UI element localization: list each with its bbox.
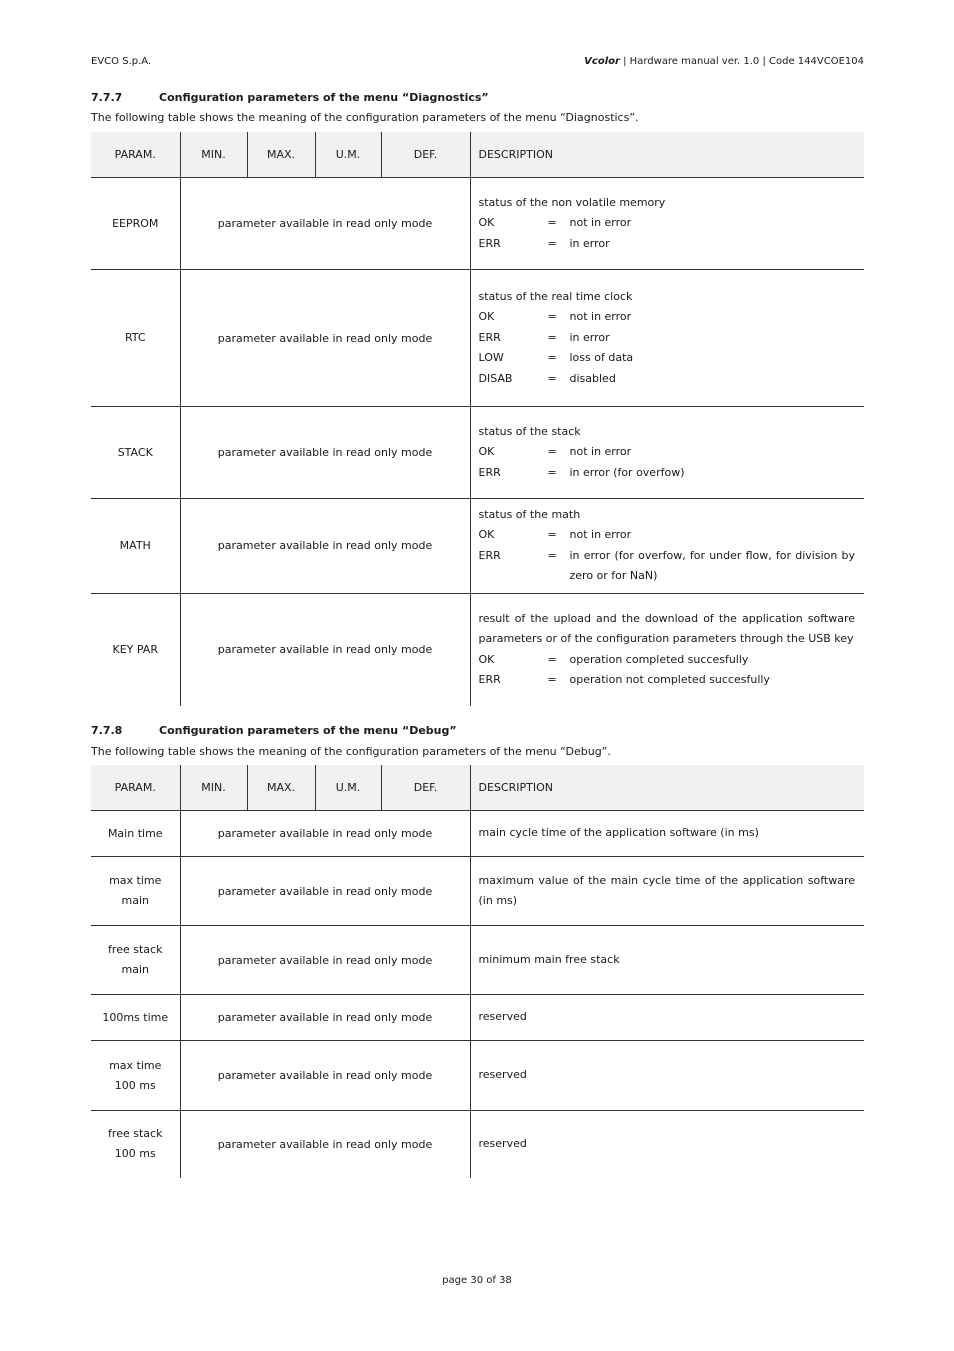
section-title-diagnostics [91, 91, 489, 104]
option-line: ERR = in error [478, 236, 610, 250]
col-param: PARAM. [91, 765, 180, 811]
section-intro-diagnostics: The following table shows the meaning of the configuration parameters of the menu “Diagnostics”. [91, 111, 639, 124]
read-only-note: parameter available in read only mode [180, 270, 470, 407]
param-description [470, 593, 864, 706]
param-name: 100ms time [91, 995, 180, 1041]
param-name: free stack main [91, 926, 180, 995]
manual-info [584, 56, 864, 67]
read-only-note: parameter available in read only mode [180, 995, 470, 1041]
option-line: OK = not in error [478, 528, 632, 542]
table-row [91, 811, 864, 857]
option-line: OK = not in error [478, 445, 632, 459]
col-max: MAX. [247, 132, 315, 178]
read-only-note: parameter available in read only mode [180, 593, 470, 706]
param-description [470, 407, 864, 499]
option-line: OK = not in error [478, 216, 632, 230]
table-row [91, 1041, 864, 1111]
brand-name: Vcolor [584, 56, 620, 67]
param-name: EEPROM [91, 178, 180, 270]
option-line: ERR = in error [478, 330, 610, 344]
option-line: ERR = operation not completed succesfully [478, 673, 770, 687]
read-only-note: parameter available in read only mode [180, 1111, 470, 1178]
table-header-row [91, 765, 864, 811]
table-row [91, 407, 864, 499]
section-number: 7.7.7 [91, 91, 123, 104]
param-name: Main time [91, 811, 180, 857]
read-only-note: parameter available in read only mode [180, 407, 470, 499]
param-name: max time main [91, 857, 180, 926]
table-header-row [91, 132, 864, 178]
table-row [91, 593, 864, 706]
read-only-note: parameter available in read only mode [180, 178, 470, 270]
param-description [470, 270, 864, 407]
col-def: DEF. [381, 132, 470, 178]
table-row [91, 926, 864, 995]
param-description [470, 178, 864, 270]
diagnostics-table [91, 132, 864, 706]
read-only-note: parameter available in read only mode [180, 499, 470, 594]
option-line: LOW = loss of data [478, 351, 634, 365]
param-description: reserved [470, 995, 864, 1041]
table-row [91, 857, 864, 926]
page-number: page 30 of 38 [442, 1275, 512, 1286]
col-um: U.M. [315, 765, 381, 811]
col-um: U.M. [315, 132, 381, 178]
param-description: minimum main free stack [470, 926, 864, 995]
param-name: free stack 100 ms [108, 1127, 163, 1161]
col-description: DESCRIPTION [470, 132, 864, 178]
param-description [470, 499, 864, 594]
option-line: ERR = in error (for overfow, for under flow, for division by zero or for NaN) [478, 548, 855, 583]
read-only-note: parameter available in read only mode [180, 1041, 470, 1111]
section-heading: Configuration parameters of the menu “Debug” [159, 724, 457, 737]
param-description: reserved [478, 1137, 527, 1151]
description-text: status of the stack [478, 424, 581, 438]
manual-code: | Hardware manual ver. 1.0 | Code 144VCOE104 [619, 56, 864, 67]
option-line: ERR = in error (for overfow) [478, 465, 685, 479]
param-name: MATH [91, 499, 180, 594]
col-min: MIN. [180, 132, 247, 178]
col-max: MAX. [247, 765, 315, 811]
read-only-note: parameter available in read only mode [180, 811, 470, 857]
read-only-note: parameter available in read only mode [180, 926, 470, 995]
col-description: DESCRIPTION [470, 765, 864, 811]
debug-table [91, 765, 864, 1178]
section-heading: Configuration parameters of the menu “Diagnostics” [159, 91, 489, 104]
description-text: status of the real time clock [478, 289, 633, 303]
description-text: status of the math [478, 508, 581, 521]
param-name: KEY PAR [112, 642, 158, 656]
section-title-debug [91, 724, 457, 737]
param-name: max time 100 ms [91, 1041, 180, 1111]
param-description: main cycle time of the application software (in ms) [470, 811, 864, 857]
section-number: 7.7.8 [91, 724, 123, 737]
table-row [91, 995, 864, 1041]
option-line: OK = not in error [478, 310, 632, 324]
table-row [91, 499, 864, 594]
param-name: RTC [91, 270, 180, 407]
section-intro-debug: The following table shows the meaning of the configuration parameters of the menu “Debug”. [91, 745, 611, 758]
description-text: status of the non volatile memory [478, 195, 666, 209]
table-row [91, 178, 864, 270]
option-line: DISAB = disabled [478, 371, 616, 385]
read-only-note: parameter available in read only mode [180, 857, 470, 926]
description-text: result of the upload and the download of the application software parameters or of the configuration parameters through the USB key [478, 612, 855, 646]
col-min: MIN. [180, 765, 247, 811]
table-row [91, 1111, 864, 1178]
param-description: maximum value of the main cycle time of the application software (in ms) [470, 857, 864, 926]
param-description: reserved [470, 1041, 864, 1111]
col-def: DEF. [381, 765, 470, 811]
company-name: EVCO S.p.A. [91, 56, 152, 67]
col-param: PARAM. [91, 132, 180, 178]
param-name: STACK [91, 407, 180, 499]
option-line: OK = operation completed succesfully [478, 652, 749, 666]
table-row [91, 270, 864, 407]
